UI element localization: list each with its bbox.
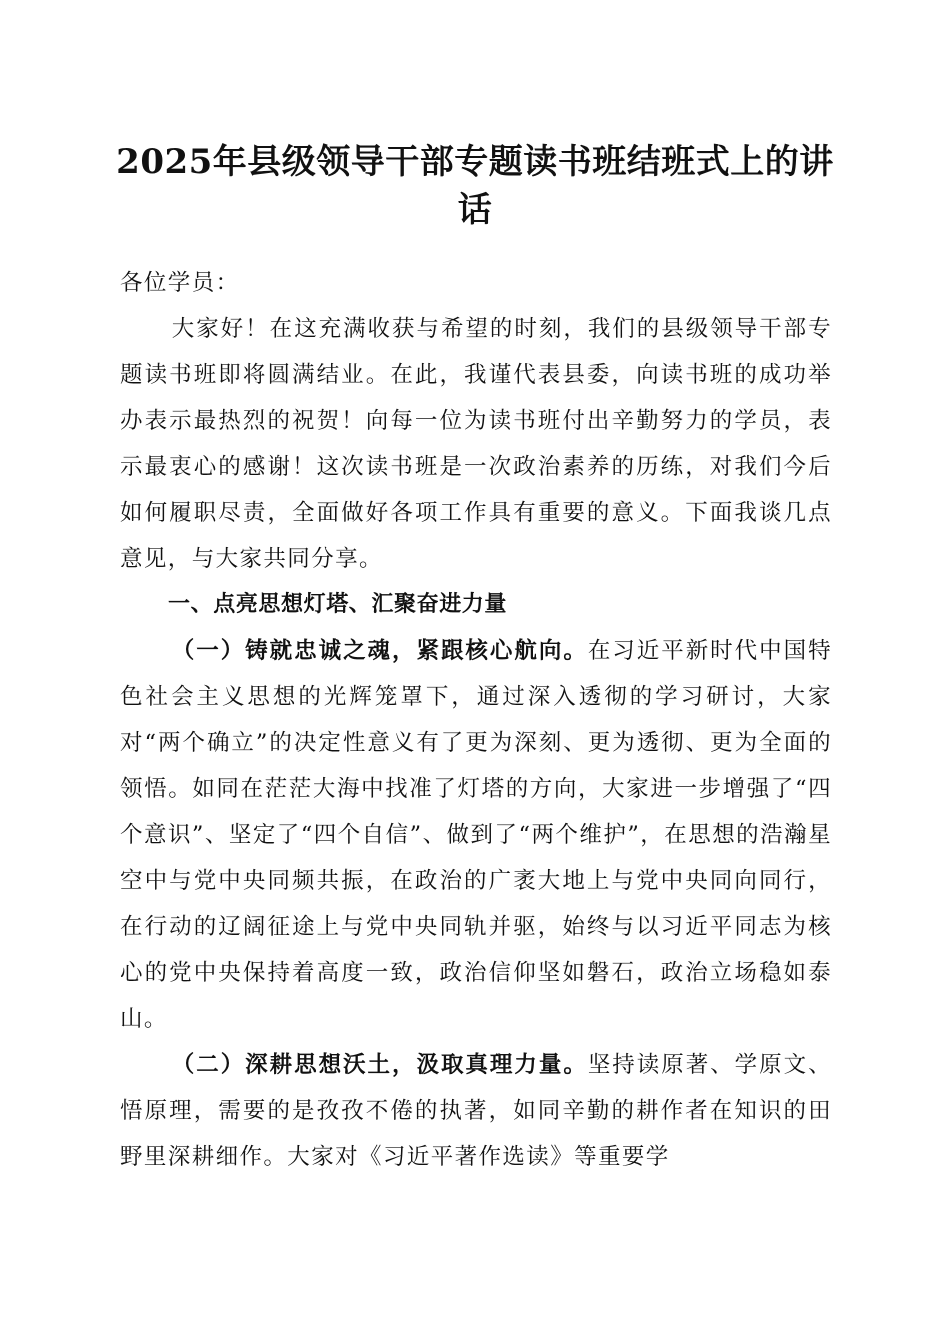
section-1-item-1: [120, 628, 832, 1042]
document-title: 2025年县级领导干部专题读书班结班式上的讲话: [116, 142, 834, 230]
section-1-item-2: [120, 1042, 832, 1180]
salutation: 各位学员：: [120, 270, 240, 296]
item-2-body: 坚持读原著、学原文、悟原理，需要的是孜孜不倦的执著，如同辛勤的耕作者在知识的田野里深耕细作。大家对《习近平著作选读》等重要学: [120, 1052, 832, 1170]
item-2-lead: （二）深耕思想沃土，汲取真理力量。: [171, 1052, 588, 1078]
item-1-lead: （一）铸就忠诚之魂，紧跟核心航向。: [171, 638, 588, 664]
document-body: [120, 252, 832, 1180]
section-heading-1: 一、点亮思想灯塔、汇聚奋进力量: [168, 592, 508, 617]
item-1-body: 在习近平新时代中国特色社会主义思想的光辉笼罩下，通过深入透彻的学习研讨，大家对“两个确立”的决定性意义有了更为深刻、更为透彻、更为全面的领悟。如同在茫茫大海中找准了灯塔的方向，大家进一步增强了“四个意识”、坚定了“四个自信”、做到了“两个维护”，在思想的浩瀚星空中与党中央同频共振，在政治的广袤大地上与党中央同向同行，在行动的辽阔征途上与党中央同轨并驱，始终与以习近平同志为核心的党中央保持着高度一致，政治信仰坚如磐石，政治立场稳如泰山。: [120, 638, 832, 1032]
intro-paragraph: 大家好！在这充满收获与希望的时刻，我们的县级领导干部专题读书班即将圆满结业。在此，我谨代表县委，向读书班的成功举办表示最热烈的祝贺！向每一位为读书班付出辛勤努力的学员，表示最衷心的感谢！这次读书班是一次政治素养的历练，对我们今后如何履职尽责，全面做好各项工作具有重要的意义。下面我谈几点意见，与大家共同分享。: [120, 316, 832, 572]
